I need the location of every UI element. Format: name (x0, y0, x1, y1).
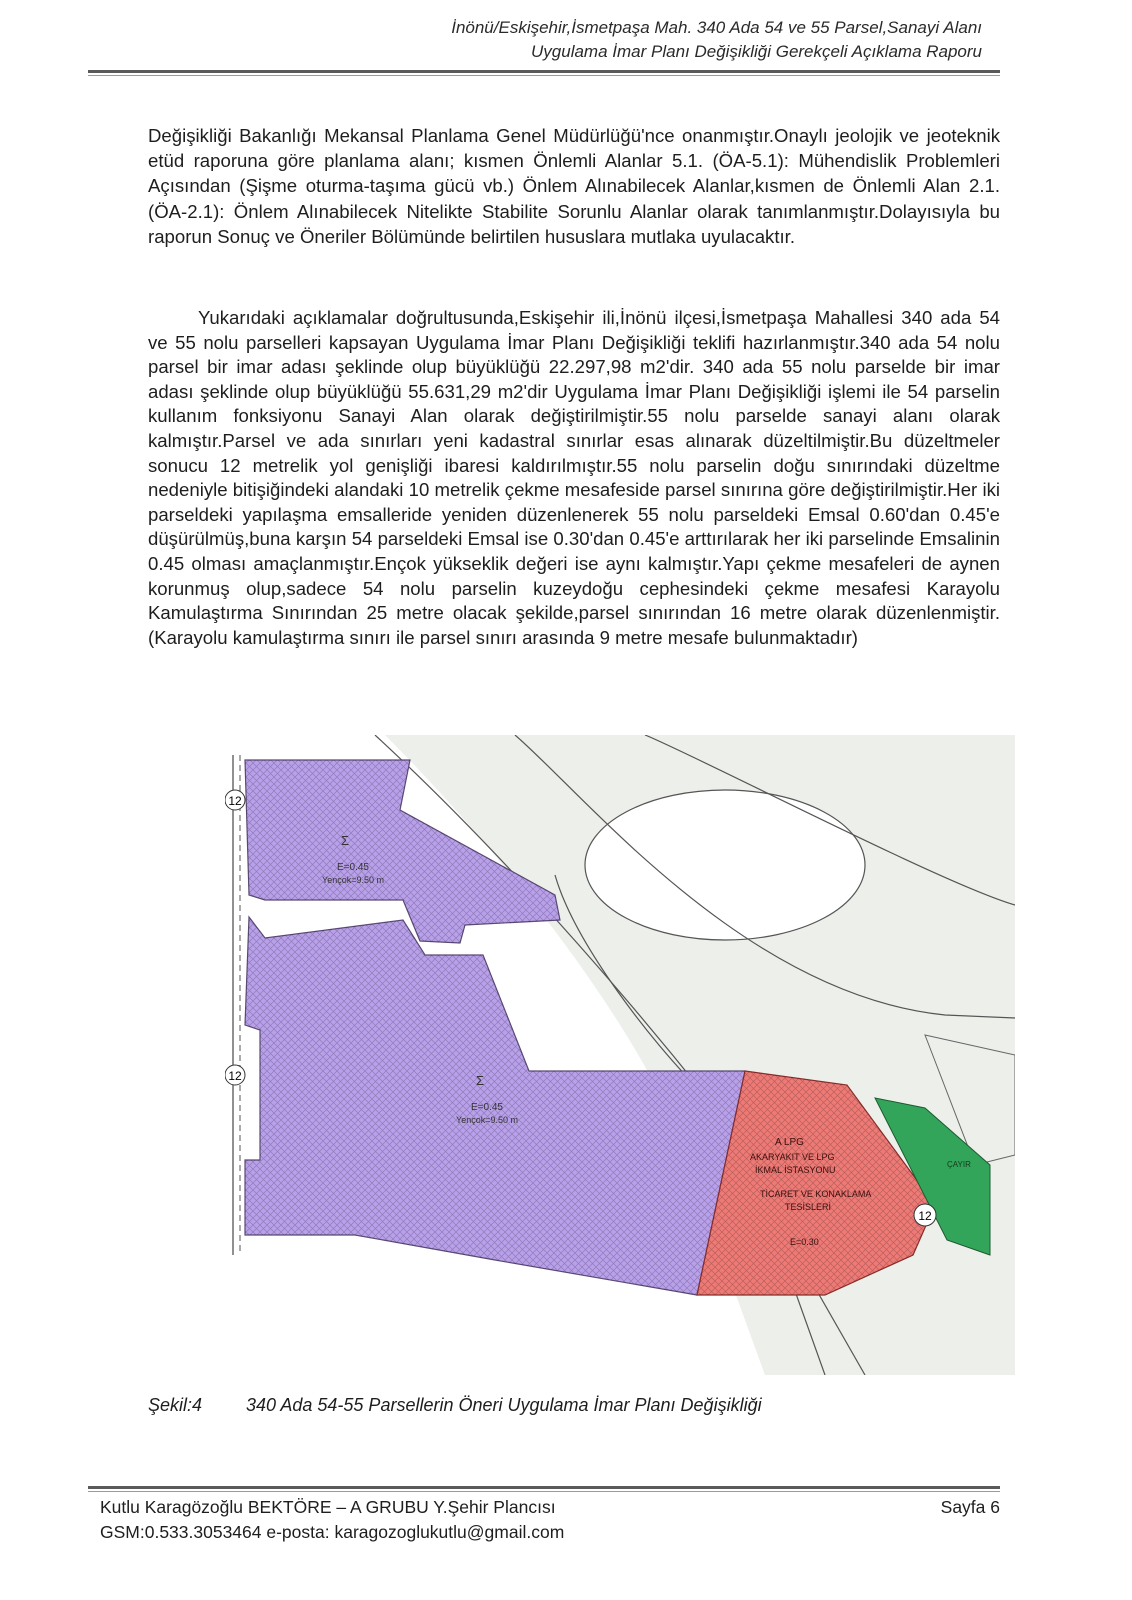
header-rule (88, 70, 1000, 73)
footer-contact: GSM:0.533.3053464 e-posta: karagozoglukutlu@gmail.com (100, 1522, 565, 1542)
body-paragraph-1: Değişikliği Bakanlığı Mekansal Planlama Genel Müdürlüğü'nce onanmıştır.Onaylı jeolojik ve jeoteknik etüd raporuna göre planlama alanı; kısmen Önlemli Alanlar 5.1. (ÖA-5.1): Mühendislik Problemleri Açısından (Şişme oturma-taşıma gücü vb.) Önlem Alınabilecek Alanlar,kısmen de Önlemli Alan 2.1. (ÖA-2.1): Önlem Alınabilecek Nitelikte Stabilite Sorunlu Alanlar olarak tanımlanmıştır.Dolayısıyla bu raporun Sonuç ve Öneriler Bölümünde belirtilen hususlara mutlaka uyulacaktır. (148, 125, 1000, 247)
road-label-3: 12 (918, 1209, 932, 1223)
road-label-2: 12 (228, 1069, 242, 1083)
parcel-54-height: Yençok=9.50 m (322, 875, 384, 885)
header-subtitle: Uygulama İmar Planı Değişikliği Gerekçeli Açıklama Raporu (531, 42, 982, 61)
fuel-station-emsal: E=0.30 (790, 1237, 819, 1247)
fuel-station-label-2: AKARYAKIT VE LPG (750, 1152, 835, 1162)
parcel-54-emsal: E=0.45 (337, 862, 369, 873)
fuel-station-label-1: A LPG (775, 1137, 804, 1148)
fuel-station-label-5: TESİSLERİ (785, 1202, 832, 1212)
plan-map-figure (225, 735, 1015, 1375)
header-title: İnönü/Eskişehir,İsmetpaşa Mah. 340 Ada 54 ve 55 Parsel,Sanayi Alanı (451, 18, 982, 37)
parcel-55-height: Yençok=9.50 m (456, 1115, 518, 1125)
parcel-55-marker: Σ (475, 1073, 485, 1088)
road-loop-inner (585, 790, 865, 940)
page-number: Sayfa 6 (940, 1497, 1000, 1517)
fuel-station-label-3: İKMAL İSTASYONU (755, 1165, 836, 1175)
footer-author: Kutlu Karagözoğlu BEKTÖRE – A GRUBU Y.Şehir Plancısı (100, 1497, 556, 1517)
body-paragraph-2: Yukarıdaki açıklamalar doğrultusunda,Eskişehir ili,İnönü ilçesi,İsmetpaşa Mahallesi 340 ada 54 ve 55 nolu parselleri kapsayan Uygulama İmar Planı Değişikliği teklifi hazırlanmıştır.340 ada 54 nolu parsel bir imar adası şeklinde olup büyüklüğü 22.297,98 m2'dir. 340 ada 55 nolu parselde bir imar adası şeklinde olup büyüklüğü 55.631,29 m2'dir Uygulama İmar Planı Değişikliği işlemi ile 54 parselin kullanım fonksiyonu Sanayi Alan olarak değiştirilmiştir.55 nolu parselde sanayi alanı olarak kalmıştır.Parsel ve ada sınırları yeni kadastral sınırlar esas alınarak düzeltilmiştir.Bu düzeltmeler sonucu 12 metrelik yol genişliği ibaresi kaldırılmıştır.55 nolu parselin doğu sınırındaki düzeltme nedeniyle bitişiğindeki alandaki 10 metrelik çekme mesafeside parsel sınırına göre değiştirilmiştir.Her iki parseldeki yapılaşma emsalleride yeniden düzenlenerek 55 nolu parseldeki Emsal 0.60'dan 0.45'e düşürülmüş,buna karşın 54 parseldeki Emsal ise 0.30'dan 0.45'e arttırılarak her iki parselinde Emsalinin 0.45 olması amaçlanmıştır.Ençok yükseklik değeri ise aynı kalmıştır.Yapı çekme mesafeleri de aynen korunmuş olup,sadece 54 nolu parselin kuzeydoğu cephesindeki çekme mesafesi Karayolu Kamulaştırma Sınırından 25 metre olacak şekilde,parsel sınırından 16 metre olarak düzenlenmiştir.(Karayolu kamulaştırma sınırı ile parsel sınırı arasında 9 metre mesafe bulunmaktadır) (148, 307, 1000, 648)
parcel-54-marker: Σ (340, 833, 350, 848)
footer-rule-thin (88, 1491, 1000, 1492)
fuel-station-label-4: TİCARET VE KONAKLAMA (760, 1189, 872, 1199)
figure-caption-label: Şekil:4 (148, 1395, 203, 1415)
header-rule-thin (88, 75, 1000, 76)
road-label-1: 12 (228, 794, 242, 808)
parcel-55-emsal: E=0.45 (471, 1102, 503, 1113)
green-area-label: ÇAYIR (947, 1160, 971, 1169)
footer-rule (88, 1486, 1000, 1489)
figure-caption-text: 340 Ada 54-55 Parsellerin Öneri Uygulama İmar Planı Değişikliği (246, 1395, 762, 1415)
